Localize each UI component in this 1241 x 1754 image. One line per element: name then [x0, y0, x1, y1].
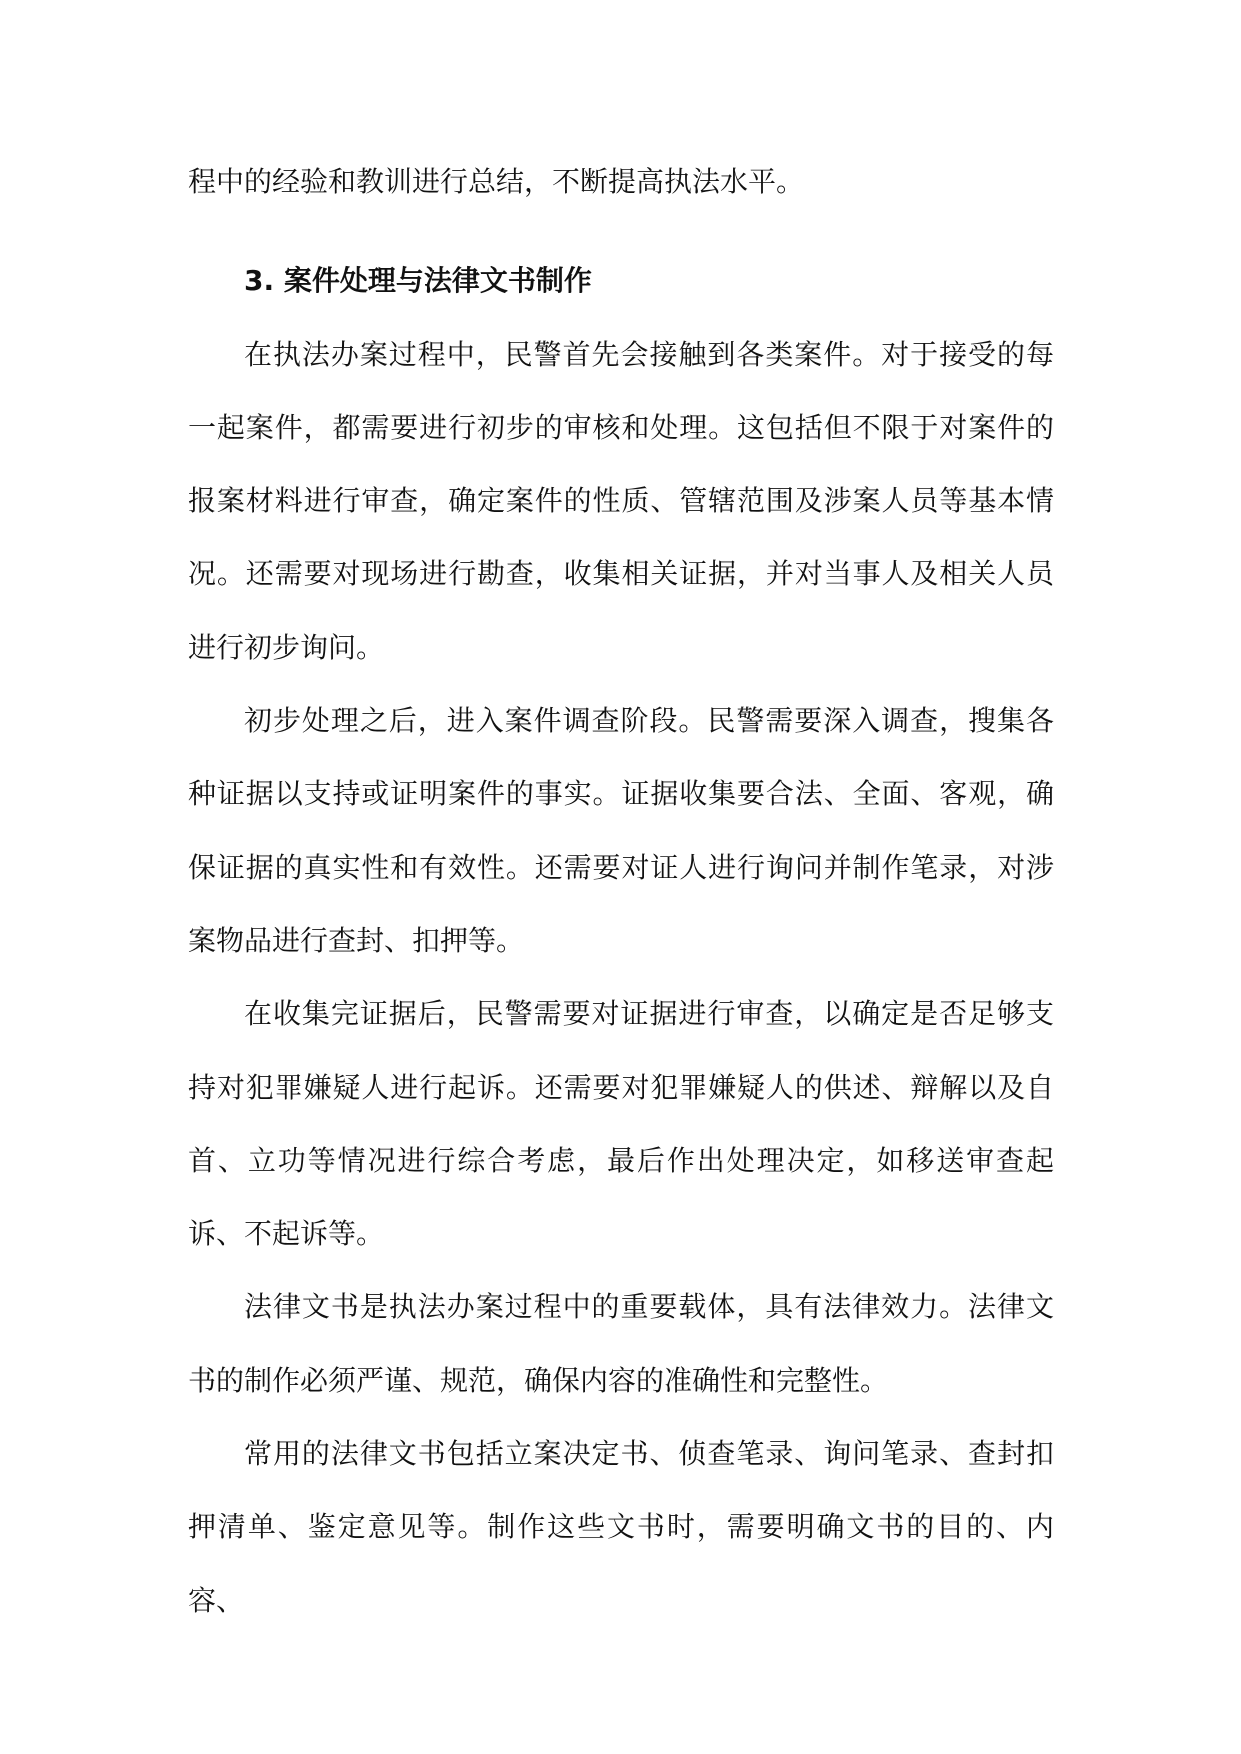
paragraph-continued: 程中的经验和教训进行总结，不断提高执法水平。 [188, 165, 805, 198]
paragraph-evidence-review: 在收集完证据后，民警需要对证据进行审查，以确定是否足够支持对犯罪嫌疑人进行起诉。还需要对犯罪嫌疑人的供述、辩解以及自首、立功等情况进行综合考虑，最后作出处理决定，如移送审查起诉、不起诉等。 [188, 997, 1054, 1251]
section-heading: 3. 案件处理与法律文书制作 [244, 264, 592, 298]
paragraph-common-documents: 常用的法律文书包括立案决定书、侦查笔录、询问笔录、查封扣押清单、鉴定意见等。制作这些文书时，需要明确文书的目的、内容、 [188, 1437, 1054, 1617]
document-body [188, 145, 1054, 1637]
paragraph-legal-documents: 法律文书是执法办案过程中的重要载体，具有法律效力。法律文书的制作必须严谨、规范，确保内容的准确性和完整性。 [188, 1290, 1054, 1397]
paragraph-case-intake: 在执法办案过程中，民警首先会接触到各类案件。对于接受的每一起案件，都需要进行初步的审核和处理。这包括但不限于对案件的报案材料进行审查，确定案件的性质、管辖范围及涉案人员等基本情况。还需要对现场进行勘查，收集相关证据，并对当事人及相关人员进行初步询问。 [188, 337, 1054, 664]
paragraph-investigation: 初步处理之后，进入案件调查阶段。民警需要深入调查，搜集各种证据以支持或证明案件的事实。证据收集要合法、全面、客观，确保证据的真实性和有效性。还需要对证人进行询问并制作笔录，对涉案物品进行查封、扣押等。 [188, 704, 1054, 957]
